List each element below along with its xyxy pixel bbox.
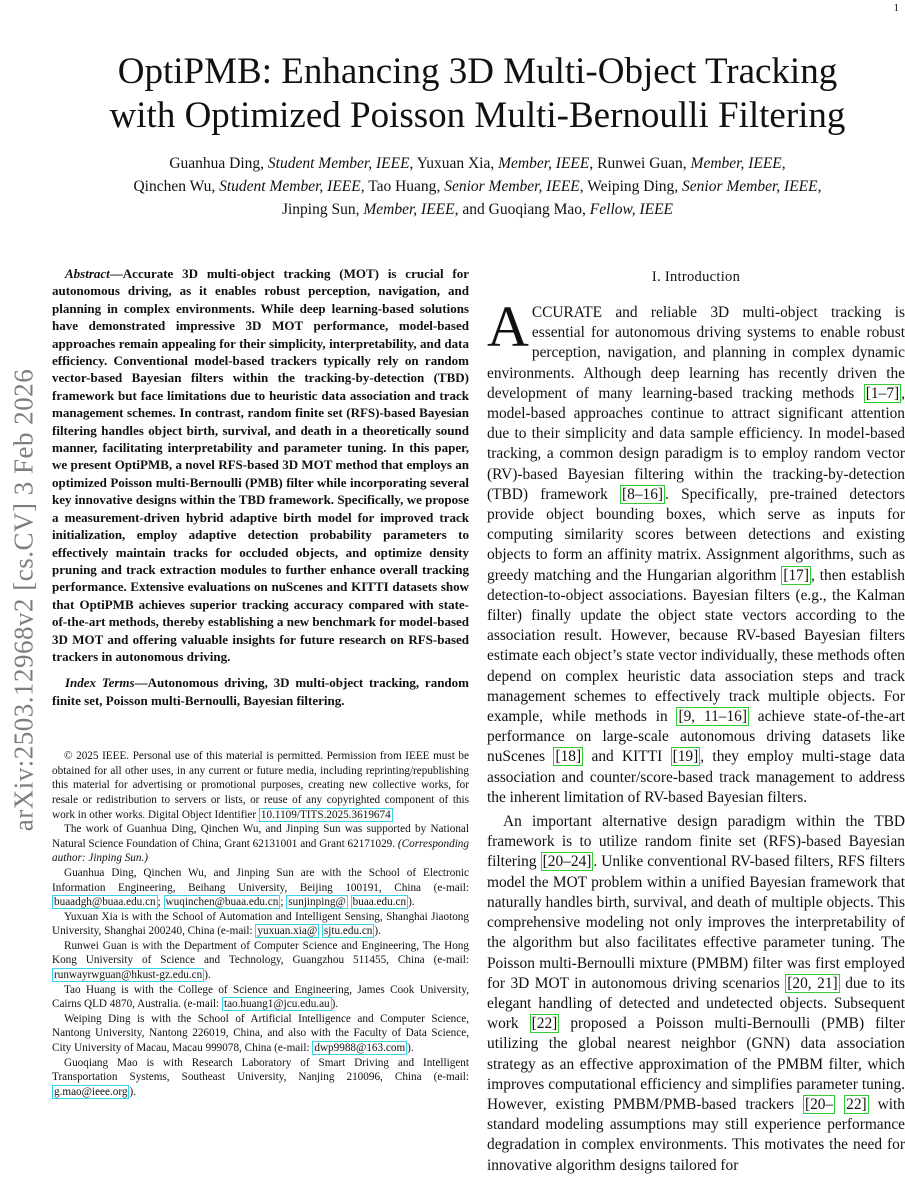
email-link[interactable]: sjtu.edu.cn	[323, 925, 373, 938]
index-terms-text: —Autonomous driving, 3D multi-object tracking, random finite set, Poisson multi-Bernoulli, Bayesian filtering.	[52, 675, 469, 708]
abstract-label: Abstract	[65, 266, 110, 281]
email-link[interactable]: buaadgh@buaa.edu.cn	[54, 896, 156, 909]
doi-link[interactable]: 10.1109/TITS.2025.3619674	[260, 808, 391, 821]
author-role: Student Member, IEEE	[267, 155, 410, 172]
paper-title	[60, 50, 895, 138]
funding-note: The work of Guanhua Ding, Qinchen Wu, and Jinping Sun was supported by National Natural Science Foundation of China, Grant 62131001 and Grant 62171029. (Corresponding author: Jinping Sun.)	[52, 823, 469, 865]
affiliation-5: Weiping Ding is with the School of Artificial Intelligence and Computer Science, Nantong University, Nantong 226019, China, and also with the Faculty of Data Science, City University of Macau, Macau 999078, China (e-mail: dwp9988@163.com ).	[52, 1012, 469, 1055]
affiliation-2: Yuxuan Xia is with the School of Automation and Intelligent Sensing, Shanghai Jiaotong University, Shanghai 200240, China (e-mail: yuxuan.xia@ sjtu.edu.cn ).	[52, 910, 469, 938]
index-terms-label: Index Terms	[65, 675, 135, 691]
drop-cap: A	[487, 294, 529, 359]
author-name: Tao Huang	[368, 178, 437, 195]
citation-link[interactable]: [9, 11–16]	[678, 708, 747, 726]
author-role: Member, IEEE	[498, 155, 590, 172]
intro-paragraph-2: An important alternative design paradigm within the TBD framework is to utilize random finite set (RFS)-based Bayesian filtering [20–24] . Unlike conventional RV-based filters, RFS filters model the MOT problem within a unified Bayesian framework that naturally handles birth, survival, and death of multiple objects. This comprehensive modeling not only improves the interpretability of the algorithm but also facilitates effective parameter tuning. The Poisson multi-Bernoulli mixture (PMBM) filter was first employed for 3D MOT in autonomous driving scenarios [20, 21] due to its elegant handling of detected and undetected objects. Subsequent work [22] proposed a Poisson multi-Bernoulli (PMB) filter utilizing the global nearest neighbor (GNN) data association strategy as an effective approximation of the PMBM filter, which improves computational efficiency and simplifies parameter tuning. However, existing PMBM/PMB-based trackers [20– 22] with standard modeling assumptions may still experience performance degradation in complex environments. This motivates the need for innovative algorithm designs tailored for	[487, 813, 905, 1174]
intro-paragraph-1: ACCURATE and reliable 3D multi-object tracking is essential for autonomous driving systems to enable robust perception, navigation, and planning in complex dynamic environments. Although deep learning has recently driven the development of many learning-based tracking methods [1–7] , model-based approaches continue to attract significant attention due to their simplicity and data sample efficiency. In model-based tracking, a common design paradigm is to employ random vector (RV)-based Bayesian filtering within the tracking-by-detection (TBD) framework [8–16] . Specifically, pre-trained detectors provide object bounding boxes, which serve as inputs for computing similarity scores between detections and existing objects to form an affinity matrix. Assignment algorithms, such as greedy matching and the Hungarian algorithm [17] , then establish detection-to-object associations. Bayesian filters (e.g., the Kalman filter) finally update the object state vectors according to the association result. However, because RV-based Bayesian filters estimate each object’s state vector individually, these methods often depend on complex heuristic data association steps and track management schemes to effectively track multiple objects. For example, while methods in [9, 11–16] achieve state-of-the-art performance on large-scale autonomous driving datasets like nuScenes [18] and KITTI [19] , they employ multi-stage data association and counter/score-based track management to address the inherent limitation of RV-based Bayesian filters.	[487, 294, 905, 806]
right-column	[487, 265, 905, 1176]
email-link[interactable]: sunjinping@	[288, 896, 346, 909]
email-link[interactable]: buaa.edu.cn	[352, 896, 407, 909]
section-heading: I. Introduction	[651, 269, 741, 285]
author-role: Member, IEEE	[690, 155, 782, 172]
citation-link[interactable]: [20–24]	[542, 853, 592, 871]
title-line-2: with Optimized Poisson Multi-Bernoulli Filtering	[109, 95, 846, 136]
citation-link[interactable]: [20, 21]	[787, 974, 838, 992]
author-role: Member, IEEE	[363, 201, 455, 218]
email-link[interactable]: g.mao@ieee.org	[54, 1085, 128, 1098]
citation-link[interactable]: [20–	[804, 1095, 834, 1113]
abstract-text: —Accurate 3D multi-object tracking (MOT) is crucial for autonomous driving, as it enables robust perception, navigation, and planning in complex environments. While deep learning-based solutions have demonstrated impressive 3D MOT performance, model-based approaches remain appealing for their simplicity, interpretability, and data efficiency. Conventional model-based trackers typically rely on random vector-based Bayesian filters within the tracking-by-detection (TBD) framework but face limitations due to heuristic data association and track management schemes. In contrast, random finite set (RFS)-based Bayesian filtering handles object birth, survival, and death in a theoretically sound manner, facilitating interpretability and parameter tuning. In this paper, we present OptiPMB, a novel RFS-based 3D MOT method that employs an optimized Poisson multi-Bernoulli (PMB) filter while incorporating several key innovative designs within the TBD framework. Specifically, we propose a measurement-driven hybrid adaptive birth model for improved track initialization, employ adaptive detection probability parameters to effectively maintain tracks for occluded objects, and optimize density pruning and track extraction modules to further enhance overall tracking performance. Extensive evaluations on nuScenes and KITTI datasets show that OptiPMB achieves superior tracking accuracy compared with state-of-the-art methods, thereby establishing a new benchmark for model-based 3D MOT and offering valuable insights for future research on RFS-based trackers in autonomous driving.	[52, 266, 469, 664]
abstract	[52, 265, 469, 665]
author-role: Senior Member, IEEE	[682, 178, 818, 195]
author-role: Student Member, IEEE	[219, 178, 361, 195]
citation-link[interactable]: [18]	[555, 748, 582, 766]
author-name: Guanhua Ding	[169, 155, 261, 172]
left-column	[52, 265, 469, 1099]
citation-link[interactable]: 22]	[846, 1095, 867, 1113]
copyright-notice: © 2025 IEEE. Personal use of this material is permitted. Permission from IEEE must be obtained for all other uses, in any current or future media, including reprinting/republishing this material for advertising or promotional purposes, creating new collective works, for resale or redistribution to servers or lists, or reuse of any copyrighted component of this work in other works. Digital Object Identifier 10.1109/TITS.2025.3619674	[52, 750, 469, 821]
author-list: Guanhua Ding, Student Member, IEEE, Yuxuan Xia, Member, IEEE, Runwei Guan, Member, IEEE, Qinchen Wu, Student Member, IEEE, Tao Huang, Senior Member, IEEE, Weiping Ding, Senior Member, IEEE, Jinping Sun, Member, IEEE, and Guoqiang Mao, Fellow, IEEE	[133, 155, 822, 218]
email-link[interactable]: tao.huang1@jcu.edu.au	[223, 998, 330, 1011]
affiliation-4: Tao Huang is with the College of Science and Engineering, James Cook University, Cairns QLD 4870, Australia. (e-mail: tao.huang1@jcu.edu.au ).	[52, 983, 469, 1011]
citation-link[interactable]: [22]	[531, 1015, 558, 1033]
author-name: Guoqiang Mao	[488, 201, 583, 218]
author-role: Senior Member, IEEE	[444, 178, 580, 195]
author-role: Fellow, IEEE	[589, 201, 674, 218]
page-number: 1	[893, 2, 899, 14]
author-name: Yuxuan Xia	[416, 155, 491, 172]
author-name: Runwei Guan	[597, 155, 683, 172]
citation-link[interactable]: [1–7]	[865, 384, 900, 402]
index-terms	[52, 674, 469, 709]
email-link[interactable]: runwayrwguan@hkust-gz.edu.cn	[54, 969, 203, 982]
citation-link[interactable]: [8–16]	[622, 485, 664, 503]
affiliation-6: Guoqiang Mao is with Research Laboratory of Smart Driving and Intelligent Transportation Systems, Southeast University, Nanjing 210096, China (e-mail: g.mao@ieee.org ).	[52, 1056, 469, 1098]
email-link[interactable]: yuxuan.xia@	[257, 925, 318, 938]
citation-link[interactable]: [17]	[783, 566, 809, 584]
email-link[interactable]: dwp9988@163.com	[314, 1042, 406, 1055]
author-name: Jinping Sun	[281, 201, 356, 218]
author-name: Weiping Ding	[587, 178, 675, 195]
email-link[interactable]: wuqinchen@buaa.edu.cn	[165, 896, 279, 909]
affiliation-1: Guanhua Ding, Qinchen Wu, and Jinping Sun are with the School of Electronic Information Engineering, Beihang University, Beijing 100191, China (e-mail: buaadgh@buaa.edu.cn ; wuqinchen@buaa.edu.cn ; sunjinping@ buaa.edu.cn ).	[52, 866, 469, 909]
citation-link[interactable]: [19]	[672, 748, 699, 766]
affiliation-3: Runwei Guan is with the Department of Computer Science and Engineering, The Hong Kong University of Science and Technology, Guangzhou 511455, China (e-mail: runwayrwguan@hkust-gz.edu.cn ).	[52, 939, 469, 982]
title-line-1: OptiPMB: Enhancing 3D Multi-Object Tracking	[117, 51, 838, 92]
arxiv-stamp: arXiv:2503.12968v2 [cs.CV] 3 Feb 2026	[8, 368, 39, 832]
corresponding-author: (Corresponding author: Jinping Sun.)	[52, 837, 469, 865]
author-name: Qinchen Wu	[133, 178, 212, 195]
